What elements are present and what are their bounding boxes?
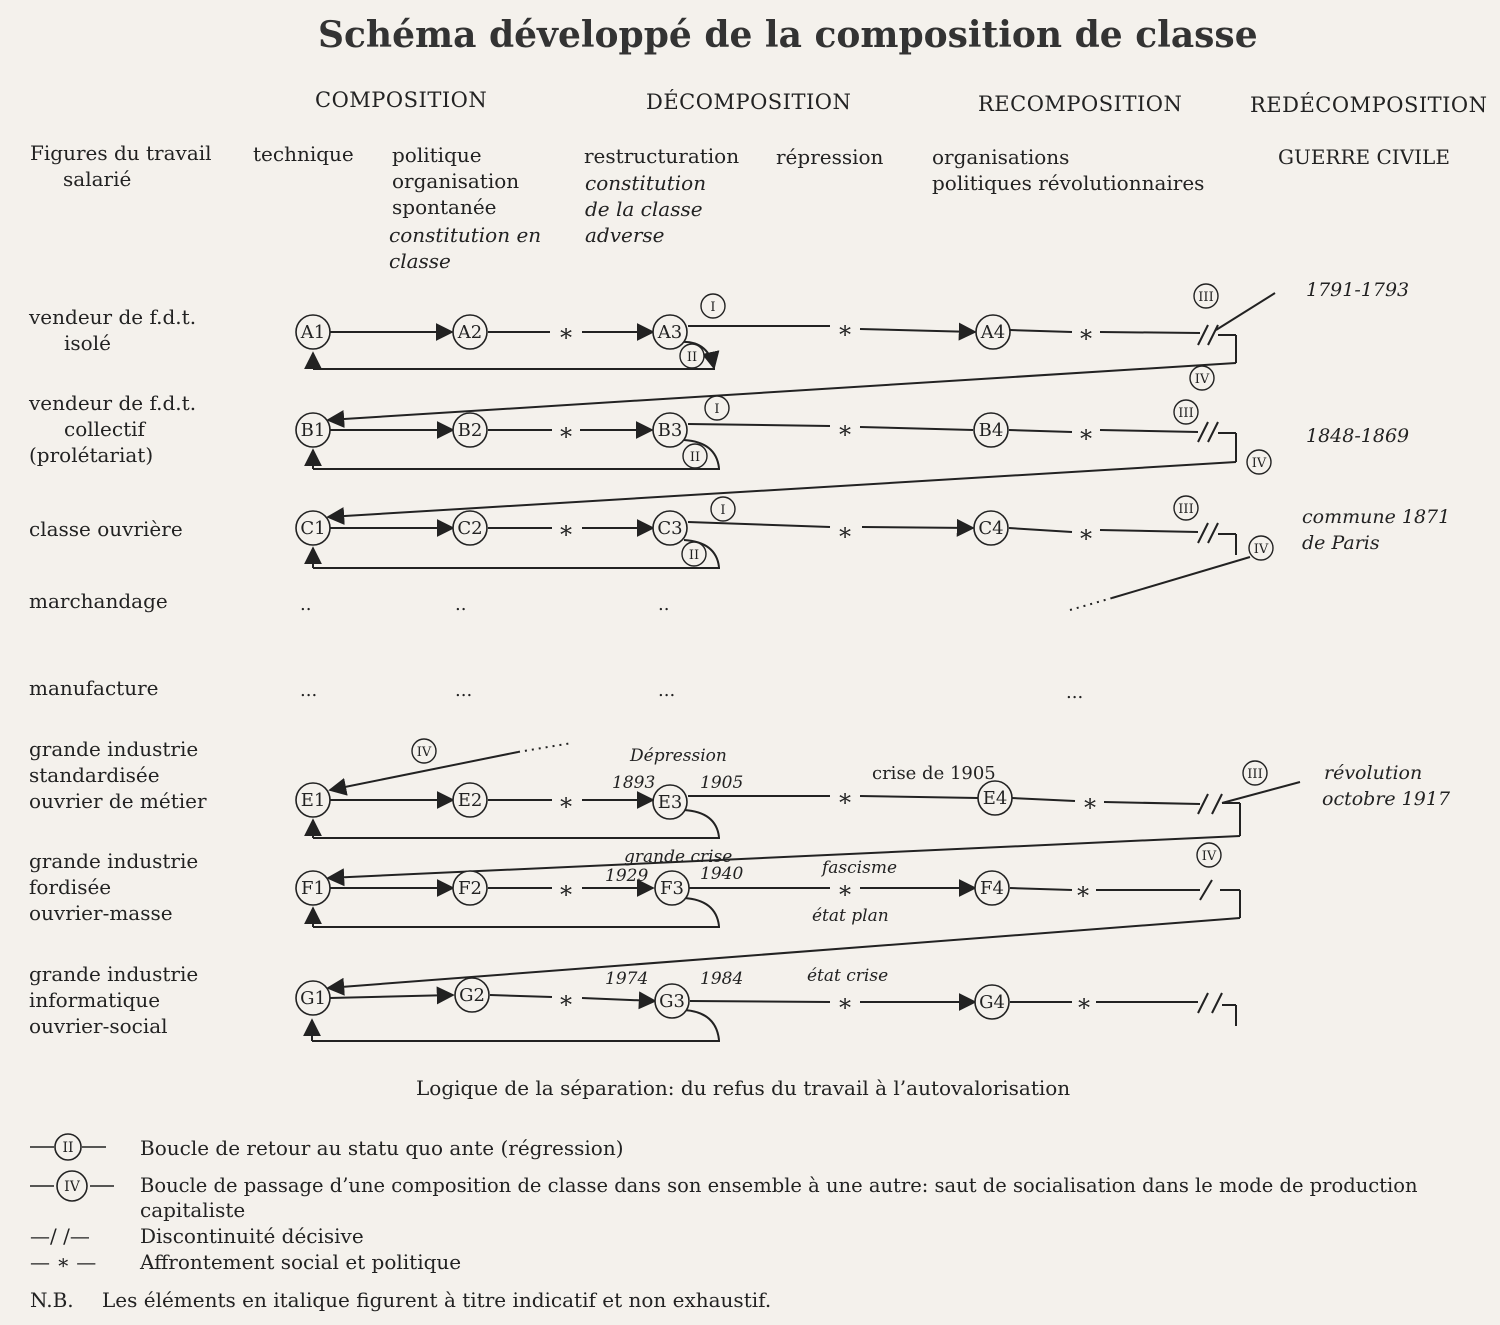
header-politique-2: organisation [392, 169, 520, 193]
loop-iii-b: III [1178, 406, 1194, 421]
date-c-line2: de Paris [1302, 532, 1380, 554]
annot-fascisme: fascisme [822, 858, 898, 878]
node-a2: A2 [457, 322, 483, 343]
header-organisations-2: politiques révolutionnaires [932, 171, 1205, 195]
node-a3: A3 [657, 322, 683, 343]
svg-text:∗: ∗ [557, 986, 575, 1014]
loop-iv-e: IV [416, 745, 432, 760]
dots-m-3: ... [658, 680, 676, 701]
loop-i-b: I [714, 402, 720, 417]
svg-text:∗: ∗ [557, 876, 575, 904]
node-f2: F2 [458, 878, 482, 899]
node-c3: C3 [657, 518, 683, 539]
node-e4: E4 [982, 788, 1008, 809]
svg-text:∗: ∗ [557, 516, 575, 544]
legend-ii-label: II [62, 1140, 74, 1156]
loop-ii-c: II [688, 548, 700, 563]
node-c1: C1 [300, 518, 326, 539]
svg-text:∗: ∗ [836, 518, 854, 546]
legend-discontinuity-symbol: —/ /— [30, 1224, 90, 1248]
header-restructuration-italic-2: de la classe [585, 197, 703, 221]
header-figures-line2: salarié [63, 167, 132, 191]
annot-etat-plan: état plan [812, 906, 889, 926]
node-e3: E3 [657, 792, 683, 813]
svg-text:∗: ∗ [1075, 989, 1093, 1017]
svg-text:∗: ∗ [836, 784, 854, 812]
row-e-line3: ouvrier de métier [29, 789, 207, 813]
diagram-title: Schéma développé de la composition de classe [318, 14, 1258, 56]
header-organisations-1: organisations [932, 145, 1070, 169]
legend-ii-text: Boucle de retour au statu quo ante (régression) [140, 1136, 624, 1160]
svg-text:∗: ∗ [836, 416, 854, 444]
svg-text:∗: ∗ [1077, 320, 1095, 348]
svg-text:∗: ∗ [1077, 520, 1095, 548]
row-e-line1: grande industrie [29, 737, 199, 761]
date-e-line2: octobre 1917 [1322, 788, 1451, 810]
date-a: 1791-1793 [1306, 279, 1410, 301]
node-f1: F1 [301, 878, 325, 899]
date-e-line1: révolution [1324, 762, 1423, 784]
svg-text:∗: ∗ [557, 418, 575, 446]
node-g4: G4 [979, 992, 1005, 1013]
node-g2: G2 [459, 985, 485, 1006]
header-politique-italic-1: constitution en [389, 223, 542, 247]
row-f-line2: fordisée [29, 875, 112, 899]
svg-text:∗: ∗ [836, 989, 854, 1017]
node-e1: E1 [300, 790, 326, 811]
svg-text:∗: ∗ [557, 319, 575, 347]
header-restructuration: restructuration [584, 144, 740, 168]
date-b: 1848-1869 [1306, 425, 1410, 447]
svg-text:∗: ∗ [1081, 789, 1099, 817]
header-restructuration-italic-3: adverse [585, 223, 665, 247]
header-repression: répression [776, 145, 884, 169]
annot-depression: Dépression [630, 746, 727, 766]
header-politique-italic-2: classe [389, 249, 451, 273]
svg-text:∗: ∗ [1074, 877, 1092, 905]
node-b3: B3 [657, 420, 683, 441]
annot-1893: 1893 [612, 773, 656, 793]
legend-discontinuity-text: Discontinuité décisive [140, 1224, 364, 1248]
node-g1: G1 [300, 988, 326, 1009]
row-b-line1: vendeur de f.d.t. [29, 391, 197, 415]
loop-ii-a: II [686, 350, 698, 365]
row-g-line2: informatique [29, 988, 161, 1012]
node-g3: G3 [659, 991, 685, 1012]
row-e-line2: standardisée [29, 763, 160, 787]
dots-m-4: ... [1066, 682, 1084, 703]
loop-iii-a: III [1198, 290, 1214, 305]
header-technique: technique [253, 142, 354, 166]
dots-m-2: ... [455, 680, 473, 701]
row-b-line2: collectif [64, 417, 145, 441]
dots-d-1: .. [300, 594, 312, 615]
row-c: classe ouvrière [29, 517, 183, 541]
row-marchandage: marchandage [29, 589, 168, 613]
loop-iv-b: IV [1251, 456, 1267, 471]
annot-1929: 1929 [605, 866, 649, 886]
annot-1940: 1940 [700, 864, 744, 884]
legend-confrontation-text: Affrontement social et politique [140, 1250, 462, 1274]
row-a-line2: isolé [64, 331, 111, 355]
header-politique-1: politique [392, 143, 482, 167]
loop-i-a: I [710, 300, 716, 315]
row-f-line1: grande industrie [29, 849, 199, 873]
row-manufacture: manufacture [29, 676, 159, 700]
header-figures-line1: Figures du travail [30, 141, 212, 165]
loop-iii-c: III [1178, 502, 1194, 517]
node-f3: F3 [660, 878, 684, 899]
header-restructuration-italic-1: constitution [585, 171, 707, 195]
annot-1984: 1984 [700, 969, 744, 989]
loop-iv-f: IV [1201, 849, 1217, 864]
node-a4: A4 [980, 322, 1006, 343]
svg-text:∗: ∗ [1077, 420, 1095, 448]
loop-iv-c: IV [1253, 542, 1269, 557]
loop-ii-b: II [689, 450, 701, 465]
row-f-line3: ouvrier-masse [29, 901, 173, 925]
dots-m-1: ... [300, 680, 318, 701]
row-g-line3: ouvrier-social [29, 1014, 168, 1038]
loop-i-c: I [720, 503, 726, 518]
svg-text:∗: ∗ [557, 788, 575, 816]
annot-1905: 1905 [700, 773, 744, 793]
dots-d-3: .. [658, 594, 670, 615]
svg-text:∗: ∗ [836, 316, 854, 344]
loop-iii-e: III [1247, 767, 1263, 782]
legend-confrontation-symbol: — ∗ — [30, 1250, 97, 1274]
nb-label: N.B. [30, 1288, 74, 1312]
annot-1974: 1974 [605, 969, 649, 989]
legend-iv-text-1: Boucle de passage d’une composition de classe dans son ensemble à une autre: saut de socialisation dans le mode de production [140, 1174, 1418, 1197]
phase-redecomposition: REDÉCOMPOSITION [1250, 93, 1488, 117]
header-guerre-civile: GUERRE CIVILE [1278, 145, 1450, 169]
phase-decomposition: DÉCOMPOSITION [646, 90, 852, 114]
node-c4: C4 [978, 518, 1004, 539]
node-a1: A1 [300, 322, 326, 343]
legend-iv-label: IV [64, 1179, 80, 1195]
node-b1: B1 [300, 420, 326, 441]
annot-grande-crise: grande crise [624, 847, 733, 867]
node-b2: B2 [457, 420, 483, 441]
annot-crise-1905: crise de 1905 [872, 763, 996, 784]
row-a-line1: vendeur de f.d.t. [29, 305, 197, 329]
header-politique-3: spontanée [392, 195, 497, 219]
node-b4: B4 [978, 420, 1004, 441]
node-e2: E2 [457, 790, 483, 811]
dots-d-2: .. [455, 594, 467, 615]
date-c-line1: commune 1871 [1302, 506, 1451, 528]
svg-text:∗: ∗ [836, 876, 854, 904]
node-f4: F4 [980, 878, 1004, 899]
phase-composition: COMPOSITION [315, 88, 488, 112]
node-c2: C2 [457, 518, 483, 539]
phase-recomposition: RECOMPOSITION [978, 92, 1183, 116]
legend-iv-text-2: capitaliste [140, 1198, 246, 1222]
row-g-line1: grande industrie [29, 962, 199, 986]
loop-iv-a: IV [1194, 372, 1210, 387]
annot-etat-crise: état crise [807, 966, 889, 986]
row-b-line3: (prolétariat) [29, 443, 154, 467]
diagram-caption: Logique de la séparation: du refus du travail à l’autovalorisation [416, 1076, 1071, 1100]
nb-text: Les éléments en italique figurent à titre indicatif et non exhaustif. [102, 1288, 772, 1312]
